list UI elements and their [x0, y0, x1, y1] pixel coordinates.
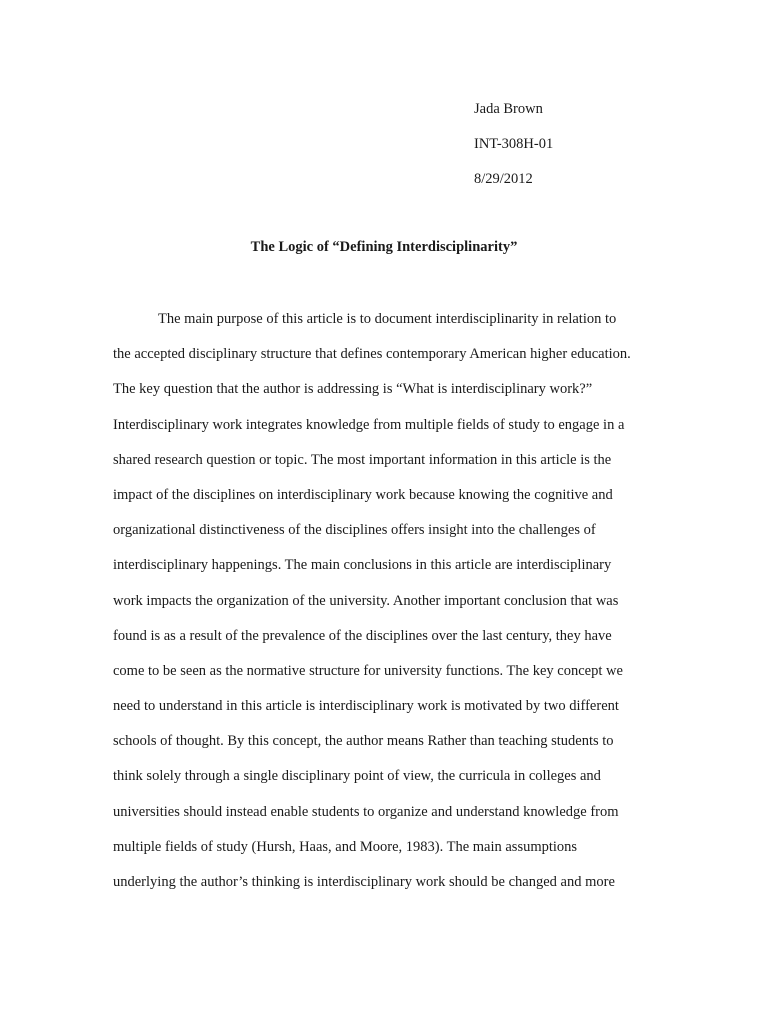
body-line: shared research question or topic. The most important information in this article is the: [113, 451, 612, 468]
body-line: multiple fields of study (Hursh, Haas, and Moore, 1983). The main assumptions: [113, 838, 578, 855]
body-line: The main purpose of this article is to document interdisciplinarity in relation to: [158, 311, 617, 327]
body-line: The key question that the author is addressing is “What is interdisciplinary work?”: [113, 381, 593, 398]
body-line: universities should instead enable students to organize and understand knowledge from: [113, 803, 619, 820]
body-line: found is as a result of the prevalence of the disciplines over the last century, they have: [113, 627, 612, 644]
author-header: [474, 92, 734, 197]
document-title: The Logic of “Defining Interdisciplinarity”: [250, 239, 518, 255]
body-line: come to be seen as the normative structure for university functions. The key concept we: [113, 662, 623, 679]
body-paragraph: [113, 302, 673, 900]
body-line: interdisciplinary happenings. The main conclusions in this article are interdisciplinary: [113, 557, 612, 574]
body-line: organizational distinctiveness of the disciplines offers insight into the challenges of: [113, 522, 596, 539]
body-line: think solely through a single disciplinary point of view, the curricula in colleges and: [113, 768, 601, 785]
document-date: 8/29/2012: [474, 171, 533, 187]
body-line: Interdisciplinary work integrates knowledge from multiple fields of study to engage in a: [113, 416, 625, 433]
body-line: schools of thought. By this concept, the author means Rather than teaching students to: [113, 733, 614, 750]
body-line: need to understand in this article is interdisciplinary work is motivated by two different: [113, 698, 619, 715]
course-code: INT-308H-01: [474, 136, 554, 152]
author-name: Jada Brown: [474, 101, 543, 117]
body-line: work impacts the organization of the university. Another important conclusion that was: [113, 592, 619, 609]
body-line: impact of the disciplines on interdisciplinary work because knowing the cognitive and: [113, 486, 613, 503]
body-line: underlying the author’s thinking is interdisciplinary work should be changed and more: [113, 874, 615, 890]
body-line: the accepted disciplinary structure that defines contemporary American higher education.: [113, 346, 631, 363]
